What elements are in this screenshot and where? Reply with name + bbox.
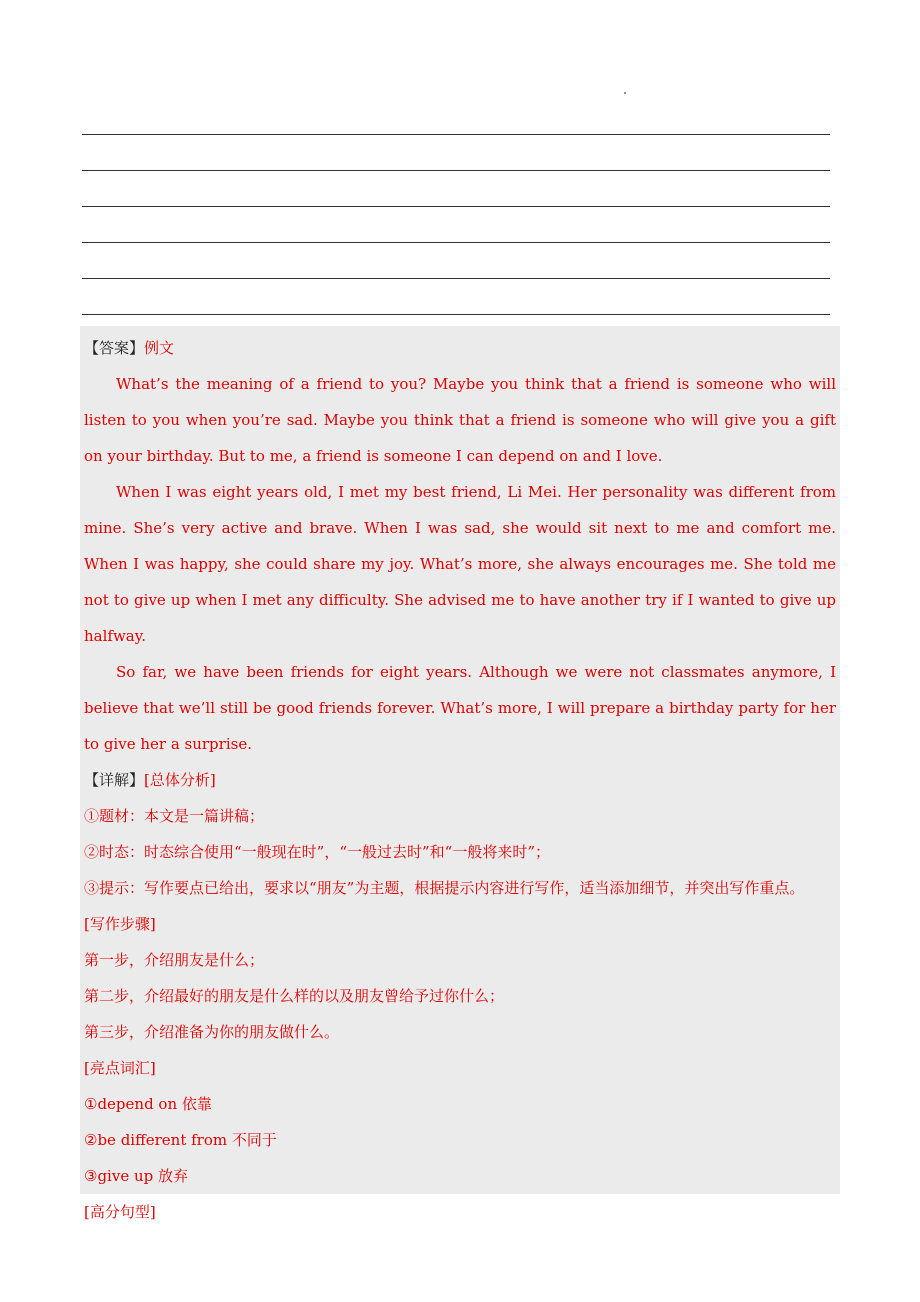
essay-paragraph: So far, we have been friends for eight years. Although we were not classmates anymore, I believe that we’ll still be good friends forever. What’s more, I will prepare a birthday party for her to give her a surprise. xyxy=(84,663,836,753)
analysis-item: ③提示：写作要点已给出，要求以“朋友”为主题，根据提示内容进行写作，适当添加细节，并突出写作重点。 xyxy=(84,879,805,897)
detail-label: 【详解】 xyxy=(84,771,145,789)
vocab-title: [亮点词汇] xyxy=(84,1059,156,1077)
essay-paragraph: What’s the meaning of a friend to you? Maybe you think that a friend is someone who will listen to you when you’re sad. Maybe you think that a friend is someone who will give you a gift on your birthday. But to me, a friend is someone I can depend on and I love. xyxy=(84,375,836,465)
step-item: 第二步，介绍最好的朋友是什么样的以及朋友曾给予过你什么； xyxy=(84,987,505,1005)
essay-paragraph: When I was eight years old, I met my best friend, Li Mei. Her personality was different from mine. She’s very active and brave. When I was sad, she would sit next to me and comfort me. When I was happy, she could share my joy. What’s more, she always encourages me. She told me not to give up when I met any difficulty. She advised me to have another try if I wanted to give up halfway. xyxy=(84,483,836,645)
writing-line xyxy=(82,134,830,135)
detail-header xyxy=(84,762,836,798)
analysis-item: ②时态：时态综合使用“一般现在时”，“一般过去时”和“一般将来时”； xyxy=(84,843,551,861)
sentence-title: [高分句型] xyxy=(84,1203,156,1221)
analysis-item: ①题材：本文是一篇讲稿； xyxy=(84,807,265,825)
steps-title: [写作步骤] xyxy=(84,915,156,933)
writing-line xyxy=(82,206,830,207)
writing-line xyxy=(82,242,830,243)
writing-line xyxy=(82,278,830,279)
answer-content xyxy=(84,330,836,1230)
answer-sub-label: 例文 xyxy=(144,339,175,357)
answer-header xyxy=(84,330,836,366)
step-item: 第一步，介绍朋友是什么； xyxy=(84,951,265,969)
vocab-item: ③give up 放弃 xyxy=(84,1167,188,1185)
writing-line xyxy=(82,314,830,315)
step-item: 第三步，介绍准备为你的朋友做什么。 xyxy=(84,1023,340,1041)
writing-lines xyxy=(82,134,830,350)
answer-label: 【答案】 xyxy=(84,339,145,357)
vocab-item: ②be different from 不同于 xyxy=(84,1131,277,1149)
writing-line xyxy=(82,170,830,171)
page-dot xyxy=(624,92,626,94)
detail-sub-label: [总体分析] xyxy=(144,771,216,789)
vocab-item: ①depend on 依靠 xyxy=(84,1095,212,1113)
